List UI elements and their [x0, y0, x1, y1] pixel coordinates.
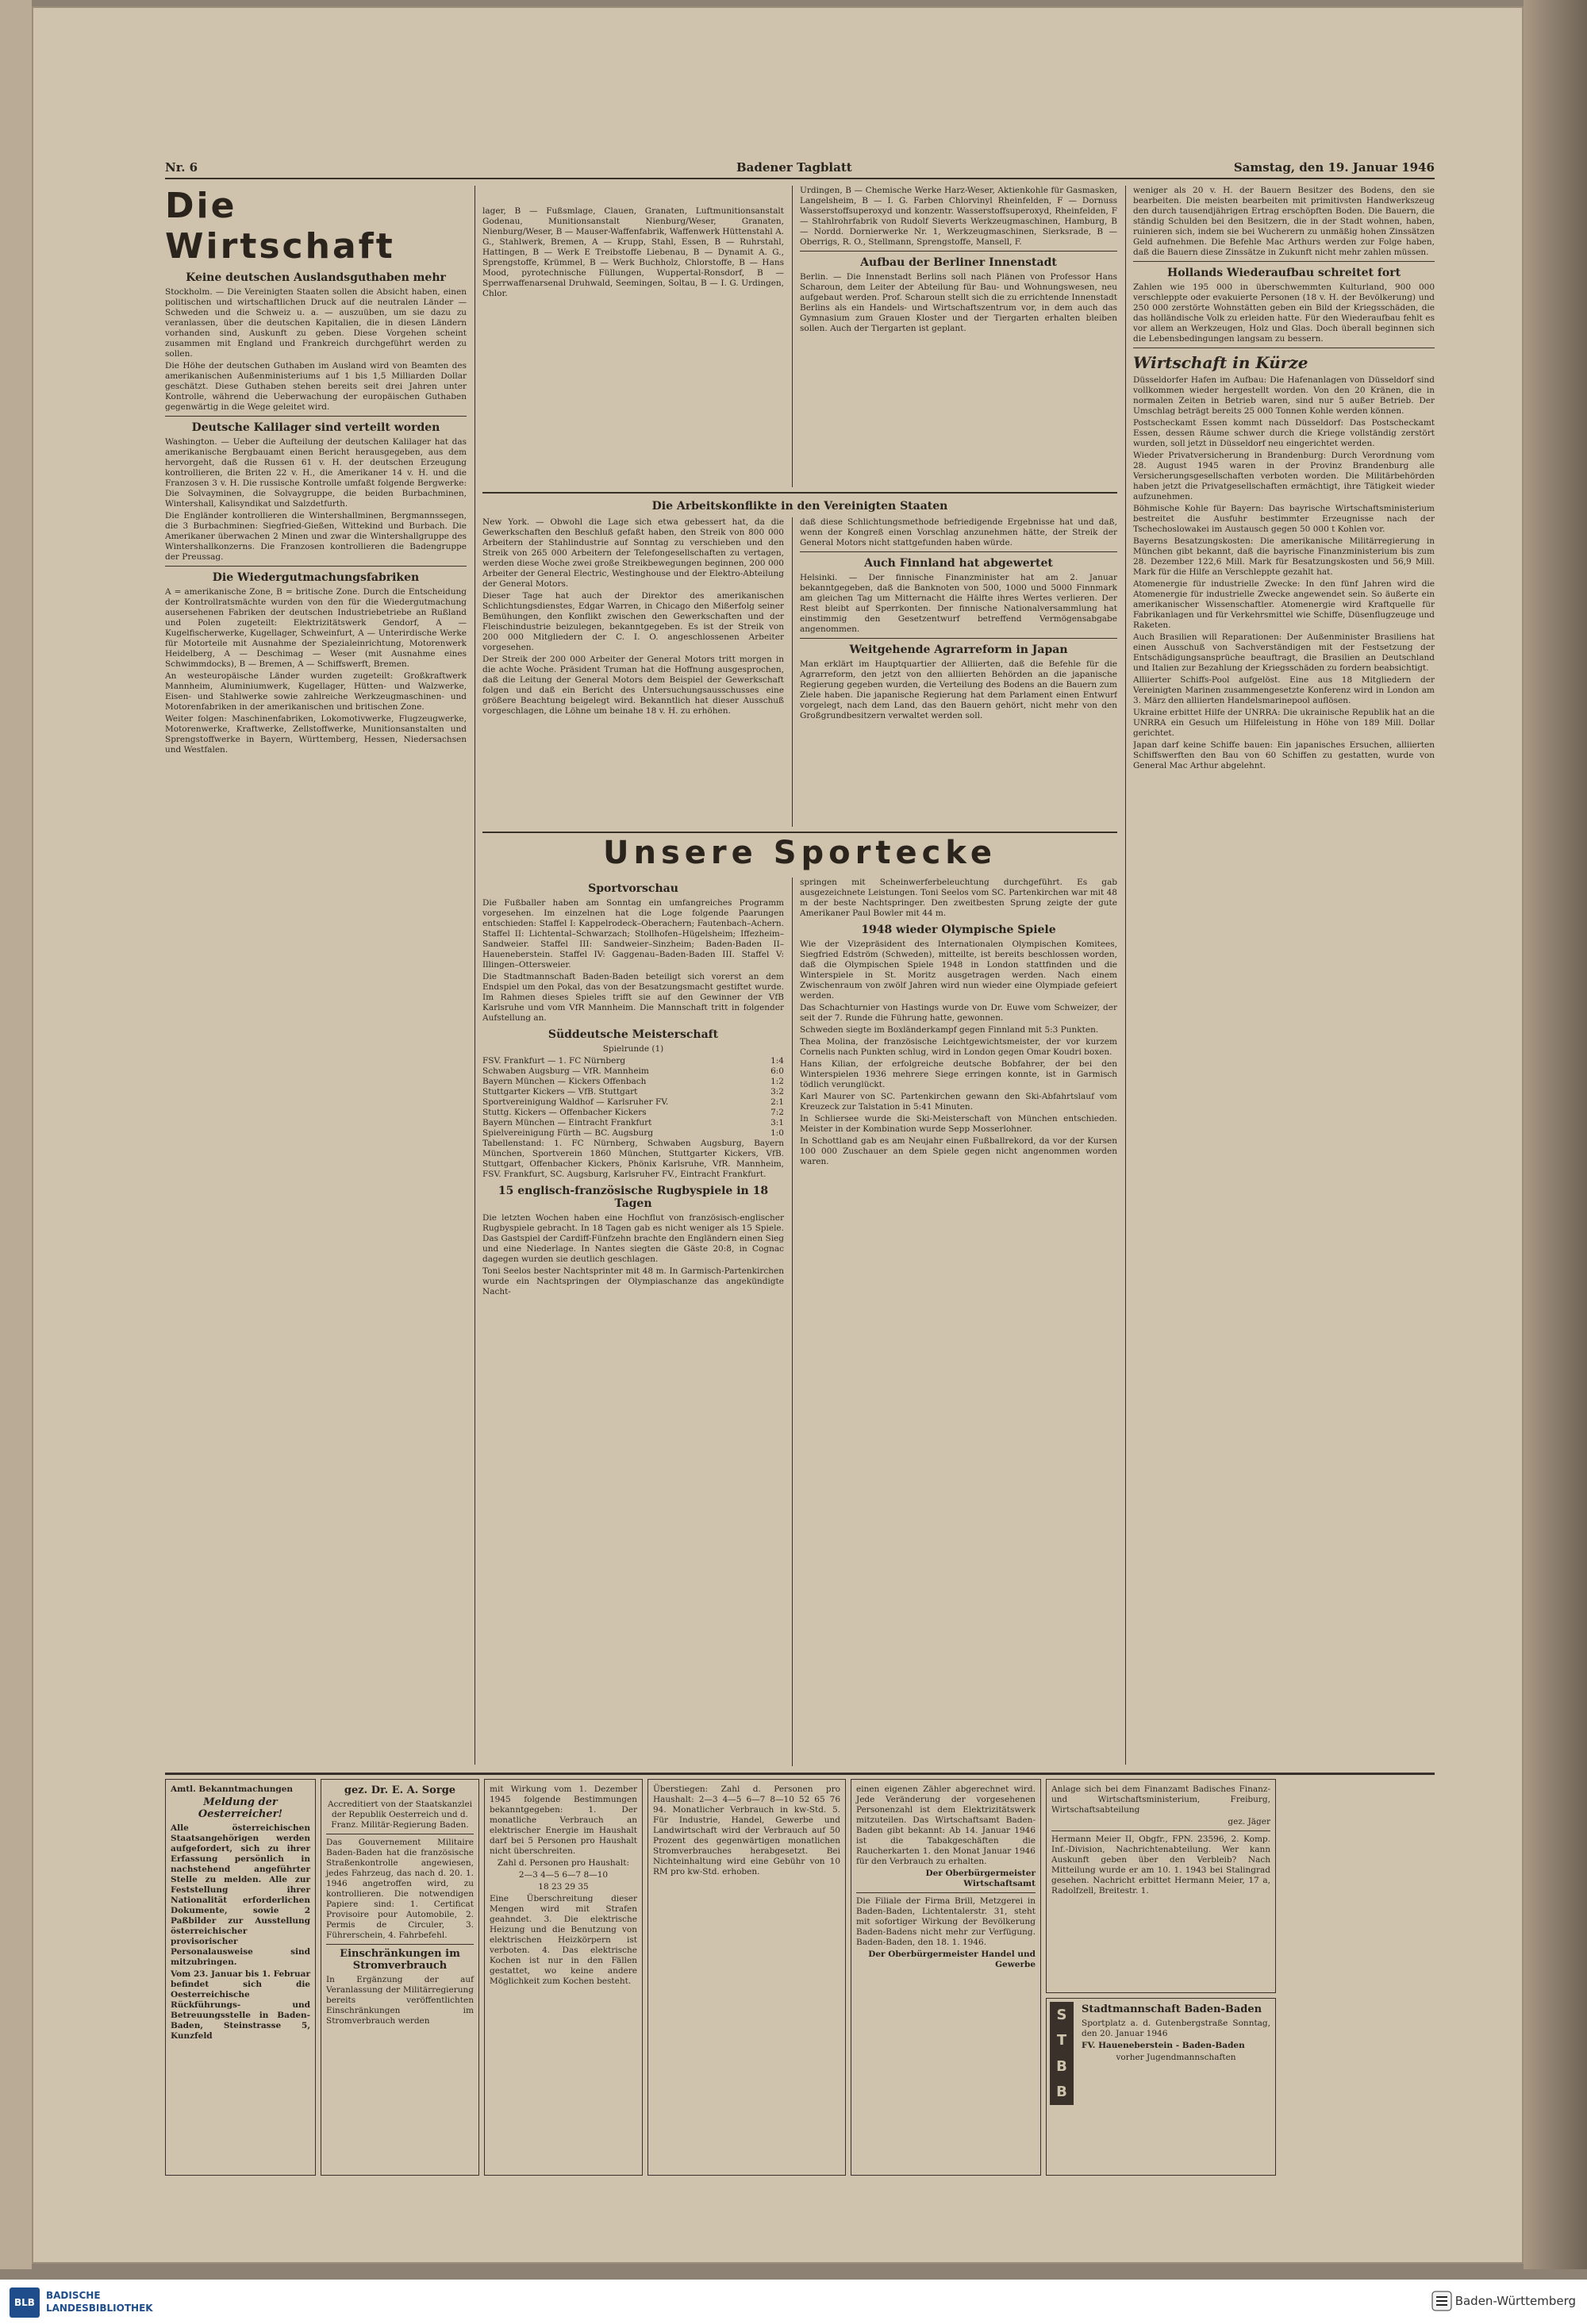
sport-title-row: [482, 835, 1117, 876]
ad-text: vorher Jugendmannschaften: [1116, 2053, 1236, 2062]
article-text: Japan darf keine Schiffe bauen: Ein japanisches Ersuchen, alliierten Schiffswerften den Bau von 60 Schiffen zu gestatten, wurde von General Mac Arthur abgelehnt.: [1133, 740, 1435, 770]
page-number: Nr. 6: [165, 160, 198, 175]
digitization-footer: [0, 2280, 1587, 2324]
running-head: [165, 159, 1435, 179]
result-match: Spielvereinigung Fürth — BC. Augsburg: [482, 1128, 654, 1138]
headline-sportvorschau: Sportvorschau: [588, 882, 678, 895]
column-2-top: [482, 206, 784, 484]
article-text: Dieser Tage hat auch der Direktor des amerikanischen Schlichtungsdienstes, Edgar Warren, in Chicago den Mißerfolg seiner Bemühungen, den Konflikt zwischen den Gewerkschaften und der Fleischindustrie beizulegen, bekanntgegeben. Es ist der Streik von 200 000 Mitgliedern der C. I. O. angeschlossenen Arbeiter vorgesehen.: [482, 591, 784, 652]
article-text: Hans Kilian, der erfolgreiche deutsche Bobfahrer, der bei den Winterspielen 1936 mehrere Siege erringen konnte, ist in Garmisch tödlich verunglückt.: [800, 1059, 1117, 1089]
result-row: [482, 1087, 784, 1097]
article-text: weniger als 20 v. H. der Bauern Besitzer des Bodens, den sie bearbeiten. Die meisten bearbeiten mit primitivsten Handwerkszeug den durch tausendjährigen Ertrag erschöpften Boden. Die Bauern, die ständig Schulden bei den Besitzern, die in der Stadt wohnen, haben, ruinieren sich, indem sie bei Wucherern zu unmäßig hohen Zinssätzen Geld aufnehmen. Die Befehle Mac Arthurs werden zur Folge haben, daß die Bauern diese Zinssätze in Zukunft nicht mehr zahlen müssen.: [1133, 186, 1435, 257]
newspaper-page: [165, 159, 1435, 2190]
result-score: 7:2: [770, 1108, 784, 1117]
result-match: Schwaben Augsburg — VfR. Mannheim: [482, 1066, 649, 1076]
article-text: Man erklärt im Hauptquartier der Alliierten, daß die Befehle für die Agrarreform, den jetzt von den alliierten Behörden an die japanische Regierung gegeben wurden, die Verteilung des Bodens an die Bauern zum Ziele haben. Die japanische Regierung hat dem Parlament einen Entwurf vorgelegt, nach dem Land, das den Bauern gehört, nicht mehr von den Großgrundbesitzern verwaltet werden soll.: [800, 659, 1117, 720]
headline-aufbau-berlin: Aufbau der Berliner Innenstadt: [860, 256, 1057, 269]
match-fixture: FV. Haueneberstein - Baden-Baden: [1082, 2041, 1245, 2050]
headline-wiedergutmachung: Die Wiedergutmachungsfabriken: [212, 571, 420, 584]
signature-wirtschaftsamt: Der Oberbürgermeister Wirtschaftsamt: [925, 1869, 1036, 1888]
result-match: Stuttgarter Kickers — VfB. Stuttgart: [482, 1087, 638, 1097]
state-coat-of-arms-icon: [1430, 2289, 1454, 2313]
result-match: Sportvereinigung Waldhof — Karlsruher FV.: [482, 1097, 669, 1107]
ad-text: Anlage sich bei dem Finanzamt Badisches Finanz- und Wirtschaftsministerium, Freiburg, Wirtschaftsabteilung: [1051, 1784, 1270, 1815]
ad-text: Accreditiert von der Staatskanzlei der Republik Oesterreich und d. Franz. Militär-Regierung Baden.: [327, 1800, 473, 1830]
newspaper-name: Badener Tagblatt: [736, 160, 852, 175]
ad-text: Hermann Meier II, Obgfr., FPN. 23596, 2. Komp. Inf.-Division, Nachrichtenabteilung. Wer kann Auskunft geben über den Verbleib? Nach Mitteilung wurde er am 10. 1. 1943 bei Stalingrad gesehen. Nachricht erbittet Hermann Meier, 17 a, Radolfzell, Breitestr. 1.: [1051, 1834, 1270, 1896]
column-arbeit: [482, 517, 784, 827]
headline-meisterschaft: Süddeutsche Meisterschaft: [548, 1028, 719, 1041]
article-text: Atomenergie für industrielle Zwecke: In den fünf Jahren wird die Atomenergie für industrielle Zwecke angewendet sein. So äußerte ein amerikanischer Wissenschaftler. Atomenergie wird Kraftquelle für Fabrikanlagen und für Verkehrsmittel wie Schiffe, Düsenflugzeuge und Raketen.: [1133, 579, 1435, 630]
headline-agrarreform: Weitgehende Agrarreform in Japan: [849, 643, 1068, 656]
headline-finnland: Auch Finnland hat abgewertet: [864, 557, 1053, 570]
article-text: Die Stadtmannschaft Baden-Baden beteiligt sich vorerst an dem Endspiel um den Pokal, das von der Besatzungsmacht gestiftet wurde. Im Rahmen dieses Spieles trifft sie auf den Gewinner der VfB Karlsruhe und vom VfR Mannheim. Die Mannschaft tritt in folgender Aufstellung an.: [482, 972, 784, 1023]
article-text: Berlin. — Die Innenstadt Berlins soll nach Plänen von Professor Hans Scharoun, dem Leiter der Abteilung für Bau- und Wohnungswesen, neu aufgebaut werden. Prof. Scharoun stellt sich die zu errichtende Innenstadt Berlins als ein Handels- und Wirtschaftszentrum vor, in dem auch das Gymnasium zum Grauen Kloster und der Tiergarten erhalten bleiben sollen. Auch der Tiergarten ist geplant.: [800, 272, 1117, 333]
result-match: Bayern München — Eintracht Frankfurt: [482, 1118, 652, 1127]
ad-title-stadtmannschaft: Stadtmannschaft Baden-Baden: [1082, 2003, 1262, 2015]
club-logo-strip: S T B B: [1050, 2002, 1074, 2105]
article-text: Das Schachturnier von Hastings wurde von Dr. Euwe vom Schweizer, der seit der 7. Runde die Führung hatte, gewonnen.: [800, 1003, 1117, 1023]
article-text: Urdingen, B — Chemische Werke Harz-Weser, Aktienkohle für Gasmasken, Langelsheim, B — I. G. Farben Chlorvinyl Rheinfelden, F — Dornuss Wasserstoffsuperoxyd und konzentr. Wasserstoffsuperoxyd, Rheinfelden, F — Stahlrohrfabrik von Rudolf Sieverts Werkzeugmaschinen, Hamburg, B — Nordd. Dornierwerke Nr. 1, Werkzeugmaschinen, Sierksrade, B — Oberrigs, R. O., Stellmann, Sprengstoffe, Mansell, F.: [800, 186, 1117, 247]
ad-strom-bestimmungen: [484, 1779, 643, 2176]
article-text: In Schliersee wurde die Ski-Meisterschaft von München entschieden. Meister in der Kombination wurde Sepp Mosserlohner.: [800, 1114, 1117, 1134]
article-text: Die Engländer kontrollieren die Wintershallminen, Bergmannssegen, die 3 Burbachminen: Siegfried-Gießen, Wittekind und Burbach. Die Amerikaner überwachen 2 Minen und zwar die Wintershallgruppe des Wintershallkonzerns. Die Franzosen kontrollieren die Badengruppe der Preussag.: [165, 511, 467, 562]
headline-rugby: 15 englisch-französische Rugbyspiele in 18 Tagen: [498, 1185, 769, 1210]
article-text: Helsinki. — Der finnische Finanzminister hat am 2. Januar bekanntgegeben, daß die Banknoten von 500, 1000 und 5000 Finnmark am gleichen Tag um Mitternacht die Hälfte ihres Wertes verlieren. Der Rest bleibt auf Sperrkonten. Der finnische Nationalversammlung hat einstimmig den Gesetzentwurf betreffend Vermögensabgabe angenommen.: [800, 573, 1117, 634]
article-text: Düsseldorfer Hafen im Aufbau: Die Hafenanlagen von Düsseldorf sind vollkommen wieder hergestellt worden. Von den 20 Kränen, die in normalen Zeiten in Betrieb waren, sind nur 5 außer Betrieb. Der Umschlag beträgt bereits 25 000 Tonnen Kohle werden können.: [1133, 375, 1435, 416]
article-text: Die letzten Wochen haben eine Hochflut von französisch-englischer Rugbyspiele gebracht. In 18 Tagen gab es nicht weniger als 15 Spiele. Das Gastspiel der Cardiff-Fünfzehn brachte den Engländern einen Sieg und eine Niederlage. In Nantes siegten die Gäste 20:8, in Cognac dagegen wurden sie deutlich geschlagen.: [482, 1213, 784, 1264]
result-row: [482, 1097, 784, 1108]
headline-arbeitskonflikte: Die Arbeitskonflikte in den Vereinigten Staaten: [651, 500, 948, 513]
article-text: Zahlen wie 195 000 in überschwemmten Kulturland, 900 000 verschleppte oder evakuierte Personen (18 v. H. der Bevölkerung) und 250 000 zerstörte Wohnstätten geben ein Bild der Kriegsschäden, die das holländische Volk zu erleiden hatte. Für den Wiederaufbau fehlt es vor allem an Werkzeugen, Holz und Glas. Doch überall beginnen sich die Lebensbedingungen langsam zu bessern.: [1133, 282, 1435, 344]
headline-holland: Hollands Wiederaufbau schreitet fort: [1166, 267, 1401, 279]
blb-logo: BLB: [10, 2288, 40, 2318]
column-wirtschaft: [165, 186, 467, 1773]
headline-olympische-spiele: 1948 wieder Olympische Spiele: [861, 924, 1056, 936]
result-row: [482, 1066, 784, 1077]
result-score: 1:4: [770, 1056, 784, 1066]
article-text: Washington. — Ueber die Aufteilung der deutschen Kalilager hat das amerikanische Bergbauamt einen Bericht herausgegeben, aus dem hervorgeht, daß die Russen 61 v. H. der deutschen Erzeugung kontrollieren, die Briten 22 v. H., die Amerikaner 14 v. H. und die Franzosen 3 v. H. Die russische Kontrolle umfaßt folgende Bergwerke: Die Solvayminen, die Solvaygruppe, die beiden Burbachminen, Wintershall, Kalisyndikat und Salzdetfurth.: [165, 437, 467, 509]
result-score: 3:2: [770, 1087, 784, 1097]
paper-fold-left: [0, 0, 32, 2269]
ad-strom-fortsetzung: [647, 1779, 846, 2176]
ad-oesterreicher: [165, 1779, 316, 2176]
result-row: [482, 1056, 784, 1066]
article-text: Auch Brasilien will Reparationen: Der Außenminister Brasiliens hat einen Ausschuß von Sachverständigen mit der Festsetzung der Entschädigungsansprüche beauftragt, die Brasilien an Deutschland und Italien zur Bezahlung der Kriegsschäden zu fordern beabsichtigt.: [1133, 632, 1435, 673]
subheadline-spielrunde: Spielrunde (1): [602, 1044, 664, 1054]
result-score: 3:1: [770, 1118, 784, 1127]
ad-table-persons: 2—3 4—5 6—7 8—10: [518, 1870, 609, 1880]
ad-text: einen eigenen Zähler abgerechnet wird. Jede Veränderung der vorgesehenen Personenzahl ist dem Elektrizitätswerk mitzuteilen. Das Wirtschaftsamt Baden-Baden gibt bekannt: Ab 14. Januar 1946 ist die Tabakgeschäften die Raucherkarten 1. den Monat Januar 1946 für den Verbrauch zu erhalten.: [856, 1784, 1036, 1866]
article-text: Ukraine erbittet Hilfe der UNRRA: Die ukrainische Republik hat an die UNRRA ein Gesuch um Hilfeleistung in Höhe von 189 Mill. Dollar gerichtet.: [1133, 708, 1435, 738]
ad-text: Sportplatz a. d. Gutenbergstraße Sonntag, den 20. Januar 1946: [1082, 2019, 1270, 2038]
column-kuerze: [1133, 186, 1435, 1765]
column-sport-left: [482, 878, 784, 1766]
state-name: Baden-Württemberg: [1454, 2294, 1576, 2308]
article-text: In Schottland gab es am Neujahr einen Fußballrekord, da vor der Kursen 100 000 Zuschauer an dem Spiele gegen nicht angenommen worden waren.: [800, 1136, 1117, 1166]
article-text: Karl Maurer von SC. Partenkirchen gewann den Ski-Abfahrtslauf vom Kreuzeck zur Talstation in 5:41 Minuten.: [800, 1092, 1117, 1112]
article-text: Alliierter Schiffs-Pool aufgelöst. Eine aus 18 Mitgliedern der Vereinigten Marinen zusammengesetzte Konferenz wird in London am 3. März den alliierten Handelsmarinepool auflösen.: [1133, 675, 1435, 705]
article-text: Stockholm. — Die Vereinigten Staaten sollen die Absicht haben, einen politischen und wirtschaftlichen Druck auf die neutralen Länder — Schweden und die Schweiz u. a. — auszuüben, um sie dazu zu veranlassen, über die deutschen Kapitalien, die in diesen Ländern vorhanden sind, Auskunft zu geben. Diese Vorgehen scheint zusammen mit England und Frankreich durchgeführt werden zu sollen.: [165, 287, 467, 359]
column-finnland-japan: [800, 517, 1117, 827]
results-table: [482, 1056, 784, 1139]
article-text: Die Höhe der deutschen Guthaben im Ausland wird von Beamten des amerikanischen Außenministeriums auf 1 bis 1,5 Milliarden Dollar geschätzt. Diese Guthaben stehen bereits seit drei Jahren unter Kontrolle, während die Ueberwachung der europäischen Guthaben gegenwärtig in die Wege geleitet wird.: [165, 361, 467, 412]
result-match: FSV. Frankfurt — 1. FC Nürnberg: [482, 1056, 626, 1066]
result-row: [482, 1128, 784, 1139]
result-row: [482, 1108, 784, 1118]
ad-gouvernement: [321, 1779, 479, 2176]
signature-sorge: gez. Dr. E. A. Sorge: [344, 1784, 456, 1796]
ad-text: Überstiegen: Zahl d. Personen pro Haushalt: 2—3 4—5 6—7 8—10 52 65 76 94. Monatlicher Verbrauch in kw-Std. 5. Für Industrie, Handel, Gewerbe und Landwirtschaft wird der Verbrauch auf 50 Prozent des gegenwärtigen monatlichen Stromverbrauches herabgesetzt. Bei Nichteinhaltung wird eine Gebühr von 10 RM pro kw-Std. erhoben.: [653, 1784, 840, 1876]
result-row: [482, 1118, 784, 1128]
section-title-sport: Unsere Sportecke: [603, 835, 997, 871]
ad-vermisst: [1046, 1779, 1276, 1993]
ad-text: mit Wirkung vom 1. Dezember 1945 folgende Bestimmungen bekanntgegeben: 1. Der monatliche Verbrauch an elektrischer Energie im Haushalt darf bei 5 Personen pro Haushalt nicht überschreiten.: [490, 1784, 637, 1856]
ad-table-values: 18 23 29 35: [538, 1882, 589, 1892]
ad-text: Die Filiale der Firma Brill, Metzgerei in Baden-Baden, Lichtentalerstr. 31, steht mit sofortiger Wirkung der Bevölkerung Baden-Badens nicht mehr zur Verfügung. Baden-Baden, den 18. 1. 1946.: [856, 1896, 1036, 1947]
headline-wirtschaft-kuerze: Wirtschaft in Kürze: [1133, 353, 1308, 372]
article-text: Tabellenstand: 1. FC Nürnberg, Schwaben Augsburg, Bayern München, Sportverein 1860 München, Stuttgarter Kickers, VfB. Stuttgart, Offenbacher Kickers, Phönix Karlsruhe, VfR. Mannheim, FSV. Frankfurt, SC. Augsburg, Karlsruher FV., Eintracht Frankfurt.: [482, 1139, 784, 1179]
article-text: Schweden siegte im Boxländerkampf gegen Finnland mit 5:3 Punkten.: [800, 1025, 1099, 1035]
article-text: Wieder Privatversicherung in Brandenburg: Durch Verordnung vom 28. August 1945 waren in der Provinz Brandenburg alle Versicherungsgesellschaften verboten worden. Die Militärbehörden haben jetzt die Privatgesellschaften ermächtigt, ihre Tätigkeit wieder aufzunehmen.: [1133, 451, 1435, 501]
article-text: Der Streik der 200 000 Arbeiter der General Motors tritt morgen in die achte Woche. Präsident Truman hat die Hoffnung ausgesprochen, daß die Leitung der General Motors dem Beispiel der Gewerkschaft folgen und daß ein Bericht des Untersuchungsausschusses eine größere Beachtung beigelegt wird. Bekanntlich hat dieser Ausschuß vorgeschlagen, die Löhne um beinahe 18 v. H. zu erhöhen.: [482, 655, 784, 716]
column-3-top: [800, 186, 1117, 487]
ad-text: Vom 23. Januar bis 1. Februar befindet sich die Oesterreichische Rückführungs- und Betreuungsstelle in Baden-Baden, Steinstrasse 5, Kunzfeld: [171, 1969, 310, 2041]
result-match: Stuttg. Kickers — Offenbacher Kickers: [482, 1108, 647, 1117]
article-text: Postscheckamt Essen kommt nach Düsseldorf: Das Postscheckamt Essen, dessen Räume schwer durch die Kriege vollständig zerstört wurden, soll jetzt in Düsseldorf neu eingerichtet werden.: [1133, 418, 1435, 448]
result-match: Bayern München — Kickers Offenbach: [482, 1077, 647, 1086]
issue-date: Samstag, den 19. Januar 1946: [1233, 160, 1435, 175]
article-text: springen mit Scheinwerferbeleuchtung durchgeführt. Es gab ausgezeichnete Leistungen. Toni Seelos vom SC. Partenkirchen war mit 48 m der beste Nachtspringer. Den zweitbesten Sprung zeigte der gute Amerikaner Paul Bowler mit 44 m.: [800, 878, 1117, 918]
result-score: 6:0: [770, 1066, 784, 1076]
article-text: Böhmische Kohle für Bayern: Das bayrische Wirtschaftsministerium bestreitet die Ausfuhr bestimmter Erzeugnisse nach der Tschechoslowakei im Austausch gegen 50 000 t Kohlen vor.: [1133, 504, 1435, 534]
ad-text: Eine Überschreitung dieser Mengen wird mit Strafen geahndet. 3. Die elektrische Heizung und die Benutzung von elektrischen Heizkörpern ist verboten. 4. Das elektrische Kochen ist nur in den Fällen gestattet, wo keine andere Möglichkeit zum Kochen besteht.: [490, 1894, 637, 1986]
result-score: 1:2: [770, 1077, 784, 1086]
ad-title-strom: Einschränkungen im Stromverbrauch: [340, 1948, 460, 1972]
signature-jaeger: gez. Jäger: [1228, 1817, 1270, 1827]
article-text: Thea Molina, der französische Leichtgewichtsmeister, der vor kurzem Cornelis nach Punkten schlug, wird in London gegen Omar Koudri boxen.: [800, 1037, 1117, 1057]
ad-text: Das Gouvernement Militaire Baden-Baden hat die französische Straßenkontrolle angewiesen, jedes Fahrzeug, das nach d. 20. 1. 1946 angetroffen wird, zu kontrollieren. Die notwendigen Papiere sind: 1. Certificat Provisoire pour Automobile, 2. Permis de Circuler, 3. Führerschein, 4. Fahrbefehl.: [326, 1838, 474, 1940]
section-title-wirtschaft: Die Wirtschaft: [165, 186, 395, 267]
article-text: daß diese Schlichtungsmethode befriedigende Ergebnisse hat und daß, wenn der Kongreß einen Vorschlag anzunehmen hätte, der Streik der General Motors nicht stattgefunden haben würde.: [800, 517, 1117, 547]
arbeit-headline-row: [482, 495, 1117, 516]
headline-kalilager: Deutsche Kalilager sind verteilt worden: [191, 421, 440, 434]
article-text: New York. — Obwohl die Lage sich etwa gebessert hat, da die Gewerkschaften den Beschluß gefaßt haben, den Streik von 800 000 Arbeitern der Stahlindustrie auf Sonntag zu verschieben und den Streik von 265 000 Arbeitern der Telefongesellschaften zu vertagen, werden diese Woche zwei große Streikbewegungen beginnen, 200 000 Arbeiter der General Electric, Westinghouse und der Elektro-Abteilung der General Motors.: [482, 517, 784, 589]
article-text: Weiter folgen: Maschinenfabriken, Lokomotivwerke, Flugzeugwerke, Motorenwerke, Kraftwerke, Zellstoffwerke, Munitionsanstalten und Sprengstoffwerke in Bayern, Württemberg, Hessen, Niedersachsen und Westfalen.: [165, 714, 467, 755]
ad-text: In Ergänzung der auf Veranlassung der Militärregierung bereits veröffentlichten Einschränkungen im Stromverbrauch werden: [326, 1975, 474, 2026]
library-name: BADISCHE LANDESBIBLIOTHEK: [46, 2290, 153, 2314]
result-score: 1:0: [770, 1128, 784, 1138]
headline-auslandsguthaben: Keine deutschen Auslandsguthaben mehr: [186, 271, 446, 284]
article-text: A = amerikanische Zone, B = britische Zone. Durch die Entscheidung der Kontrollratsmächte wurden von den für die Wiedergutmachung ausersehenen Fabriken der deutschen Industriebetriebe an Rußland und Polen zugeteilt: Elektrizitätswerk Gendorf, A — Kugelfischerwerke, Kugellager, Schweinfurt, A — Unterirdische Werke für Motorteile mit Ausnahme der Spezialeinrichtung, Motorenwerk Heidelberg, A — Deschimag — Weser (mit Ausnahme eines Schwimmdocks), B — Bremen, A — Schiffswerft, Bremen.: [165, 587, 467, 669]
result-row: [482, 1077, 784, 1087]
article-text: An westeuropäische Länder wurden zugeteilt: Großkraftwerk Mannheim, Aluminiumwerk, Kugellager, Hütten- und Walzwerke, Eisen- und Stahlwerke sowie zahlreiche Werkzeugmaschinen- und Motorenfabriken in der amerikanischen und britischen Zone.: [165, 671, 467, 712]
column-sport-right: [800, 878, 1117, 1766]
bekanntmachungen-label: Amtl. Bekanntmachungen: [171, 1784, 294, 1794]
ad-text: Alle österreichischen Staatsangehörigen werden aufgefordert, sich zu ihrer Erfassung persönlich in nachstehend angeführter Stelle zu melden. Alle zur Feststellung ihrer Nationalität erforderlichen Dokumente, sowie 2 Paßbilder zur Ausstellung österreichischer provisorischer Personalausweise sind mitzubringen.: [171, 1823, 310, 1967]
ad-title-oesterreicher: Meldung der Oesterreicher!: [198, 1796, 283, 1820]
article-text: lager, B — Fußsmlage, Clauen, Granaten, Luftmunitionsanstalt Godenau, Munitionsanstalt Nienburg/Weser, Granaten, Nienburg/Weser, B — Mauser-Waffenfabrik, Waffenwerk Hüttenstahl A. G., Stahlwerk, Bremen, A — Krupp, Stahl, Essen, B — Ruhrstahl, Hattingen, B — Werk E Treibstoffe Liebenau, B — Dynamit A. G., Sprengstoffe, Krümmel, B — Werk Buchholz, Chlorstoffe, B — Hans Mood, pyrotechnische Füllungen, Wuppertal-Ronsdorf, B — Sperrwaffenarsenal Druhwald, Seemingen, Soltau, B — I. G. Urdingen, Chlor.: [482, 206, 784, 298]
article-text: Die Fußballer haben am Sonntag ein umfangreiches Programm vorgesehen. Im einzelnen hat die Loge folgende Paarungen entschieden: Staffel I: Kappelrodeck–Oberachern; Fautenbach–Achern. Staffel II: Lichtental–Schwarzach; Stollhofen–Hügelsheim; Iffezheim–Sandweier. Staffel III: Sandweier–Sinzheim; Baden-Baden II–Haueneberstein. Staffel IV: Gaggenau–Baden-Baden III. Staffel V: Illingen–Ottersweier.: [482, 898, 784, 970]
ad-wirtschaftsamt: [851, 1779, 1041, 2176]
ad-table-header: Zahl d. Personen pro Haushalt:: [497, 1858, 630, 1868]
ad-stadtmannschaft: [1046, 1998, 1276, 2176]
article-text: Bayerns Besatzungskosten: Die amerikanische Militärregierung in München gibt bekannt, daß die bayrische Finanzministerium bis zum 28. Dezember 122,6 Mill. Mark für Besatzungskosten und 56,9 Mill. Mark für die Hilfe an Verschleppte gezahlt hat.: [1133, 536, 1435, 577]
article-text: Wie der Vizepräsident des Internationalen Olympischen Komitees, Siegfried Edström (Schweden), mitteilte, ist bereits beschlossen worden, daß die Olympischen Spiele 1948 in London stattfinden und die Winterspiele in St. Moritz ausgetragen werden. Nach einem Zwischenraum von zwölf Jahren wird nun wieder eine Olympiade gefeiert werden.: [800, 939, 1117, 1001]
result-score: 2:1: [770, 1097, 784, 1107]
article-text: Toni Seelos bester Nachtsprinter mit 48 m. In Garmisch-Partenkirchen wurde ein Nachtspringen der Olympiaschanze das angekündigte Nacht-: [482, 1266, 784, 1296]
paper-fold-right: [1524, 0, 1587, 2269]
signature-handel: Der Oberbürgermeister Handel und Gewerbe: [868, 1949, 1036, 1969]
